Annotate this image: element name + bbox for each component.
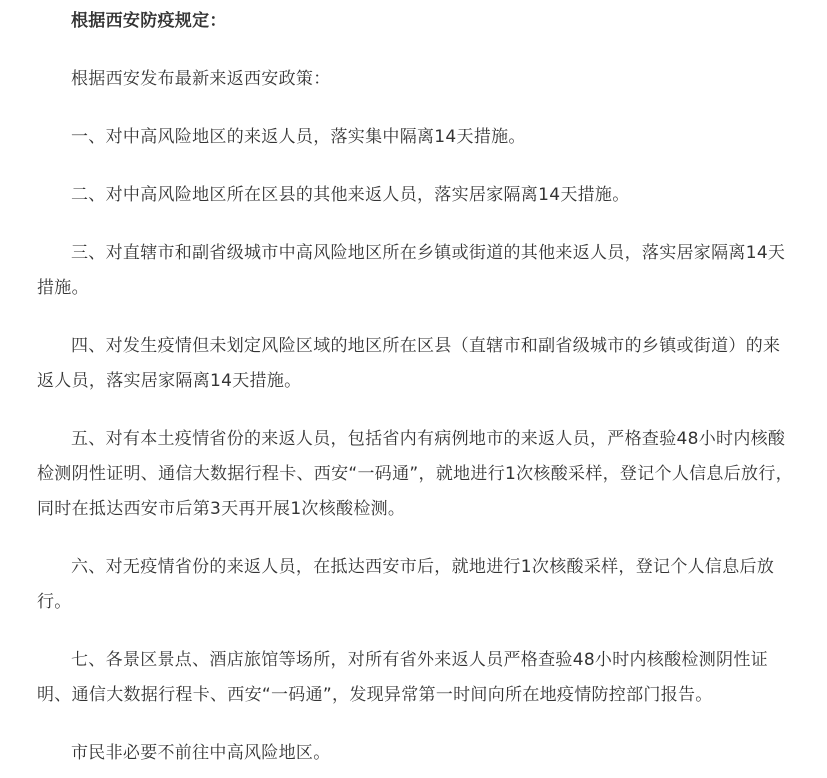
policy-item-6: 六、对无疫情省份的来返人员，在抵达西安市后，就地进行1次核酸采样，登记个人信息后放行。 (37, 557, 775, 612)
policy-item-7: 七、各景区景点、酒店旅馆等场所，对所有省外来返人员严格查验48小时内核酸检测阴性证明、通信大数据行程卡、西安“一码通”，发现异常第一时间向所在地疫情防控部门报告。 (37, 650, 768, 705)
paragraph-spacer (37, 155, 797, 178)
policy-item-3: 三、对直辖市和副省级城市中高风险地区所在乡镇或街道的其他来返人员，落实居家隔离14天措施。 (37, 243, 786, 298)
policy-item-2: 二、对中高风险地区所在区县的其他来返人员，落实居家隔离14天措施。 (71, 185, 630, 205)
paragraph-spacer (37, 39, 797, 62)
policy-item-5: 五、对有本土疫情省份的来返人员，包括省内有病例地市的来返人员，严格查验48小时内核酸检测阴性证明、通信大数据行程卡、西安“一码通”，就地进行1次核酸采样，登记个人信息后放行，同时在抵达西安市后第3天再开展1次核酸检测。 (37, 429, 793, 519)
paragraph-spacer (37, 213, 797, 236)
paragraph-spacer (37, 306, 797, 329)
article-intro: 根据西安发布最新来返西安政策： (71, 69, 331, 89)
policy-item-4: 四、对发生疫情但未划定风险区域的地区所在区县（直辖市和副省级城市的乡镇或街道）的来返人员，落实居家隔离14天措施。 (37, 336, 781, 391)
article-closing: 市民非必要不前往中高风险地区。 (71, 743, 331, 763)
paragraph-spacer (37, 620, 797, 643)
article-body (37, 0, 797, 771)
policy-item-1: 一、对中高风险地区的来返人员，落实集中隔离14天措施。 (71, 127, 526, 147)
paragraph-spacer (37, 713, 797, 736)
paragraph-spacer (37, 399, 797, 422)
paragraph-spacer (37, 97, 797, 120)
paragraph-spacer (37, 527, 797, 550)
article-heading: 根据西安防疫规定： (71, 11, 227, 31)
